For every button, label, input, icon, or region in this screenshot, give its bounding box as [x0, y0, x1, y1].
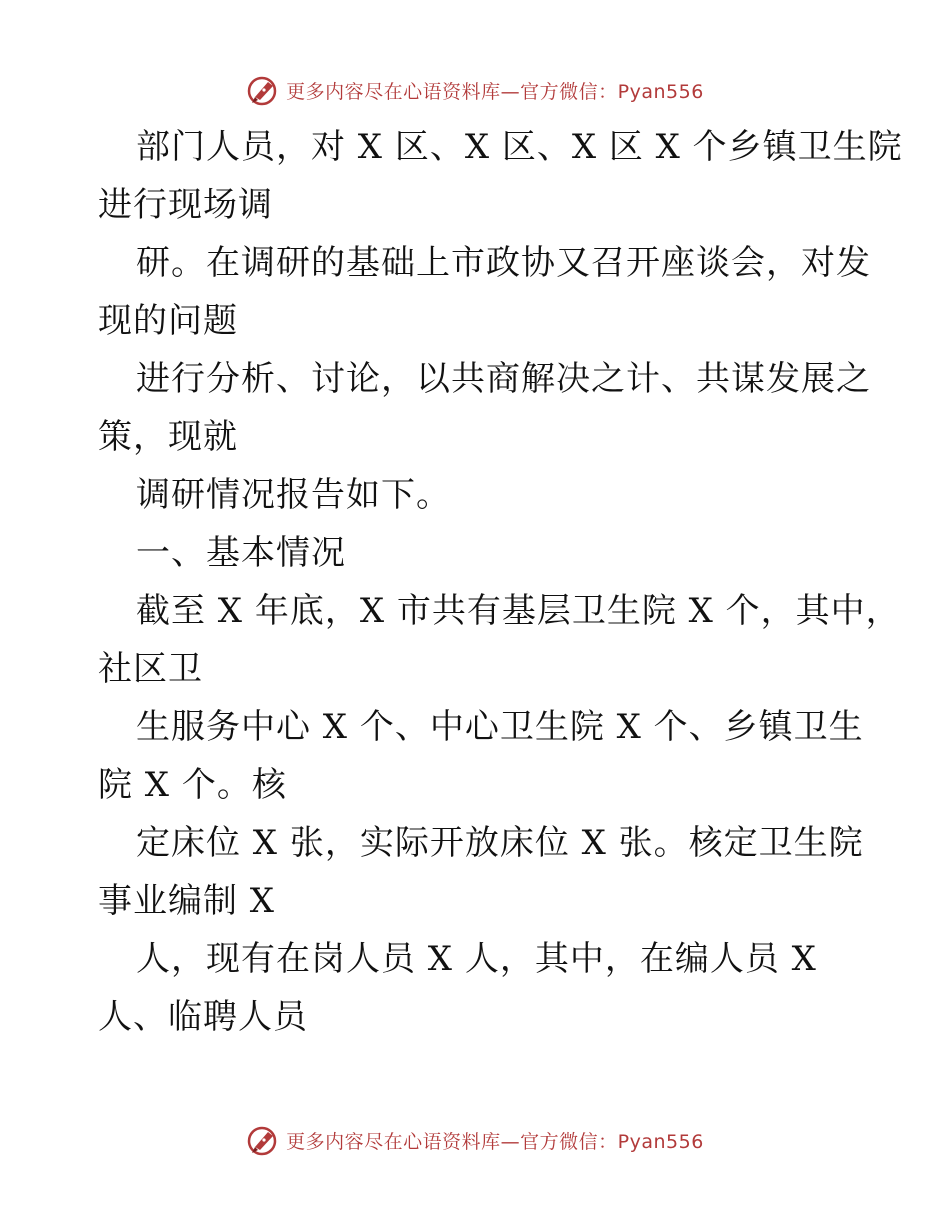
text-line: 部门人员，对 X 区、X 区、X 区 X 个乡镇卫生院: [136, 127, 903, 167]
watermark-text: 更多内容尽在心语资料库—官方微信：Pyan556: [286, 1130, 704, 1153]
text-line: 调研情况报告如下。: [136, 475, 451, 515]
text-line: 进行分析、讨论，以共商解决之计、共谋发展之: [136, 359, 871, 399]
fountain-pen-logo-icon: [246, 73, 280, 107]
text-line: 策，现就: [98, 417, 238, 457]
text-line: 社区卫: [98, 649, 203, 689]
text-line: 现的问题: [98, 301, 238, 341]
watermark-header: [0, 70, 950, 110]
document-body: [98, 118, 903, 1046]
watermark-text: 更多内容尽在心语资料库—官方微信：Pyan556: [286, 80, 704, 103]
text-line: 人，现有在岗人员 X 人，其中，在编人员 X: [136, 939, 817, 979]
watermark-footer: [0, 1120, 950, 1160]
text-line: 定床位 X 张，实际开放床位 X 张。核定卫生院: [136, 823, 864, 863]
section-heading: 一、基本情况: [136, 533, 346, 573]
text-line: 事业编制 X: [98, 881, 276, 921]
text-line: 截至 X 年底，X 市共有基层卫生院 X 个，其中，: [136, 591, 901, 631]
text-line: 进行现场调: [98, 185, 273, 225]
fountain-pen-logo-icon: [246, 1123, 280, 1157]
text-line: 研。在调研的基础上市政协又召开座谈会，对发: [136, 243, 871, 283]
text-line: 院 X 个。核: [98, 765, 287, 805]
text-line: 人、临聘人员: [98, 997, 308, 1037]
text-line: 生服务中心 X 个、中心卫生院 X 个、乡镇卫生: [136, 707, 864, 747]
